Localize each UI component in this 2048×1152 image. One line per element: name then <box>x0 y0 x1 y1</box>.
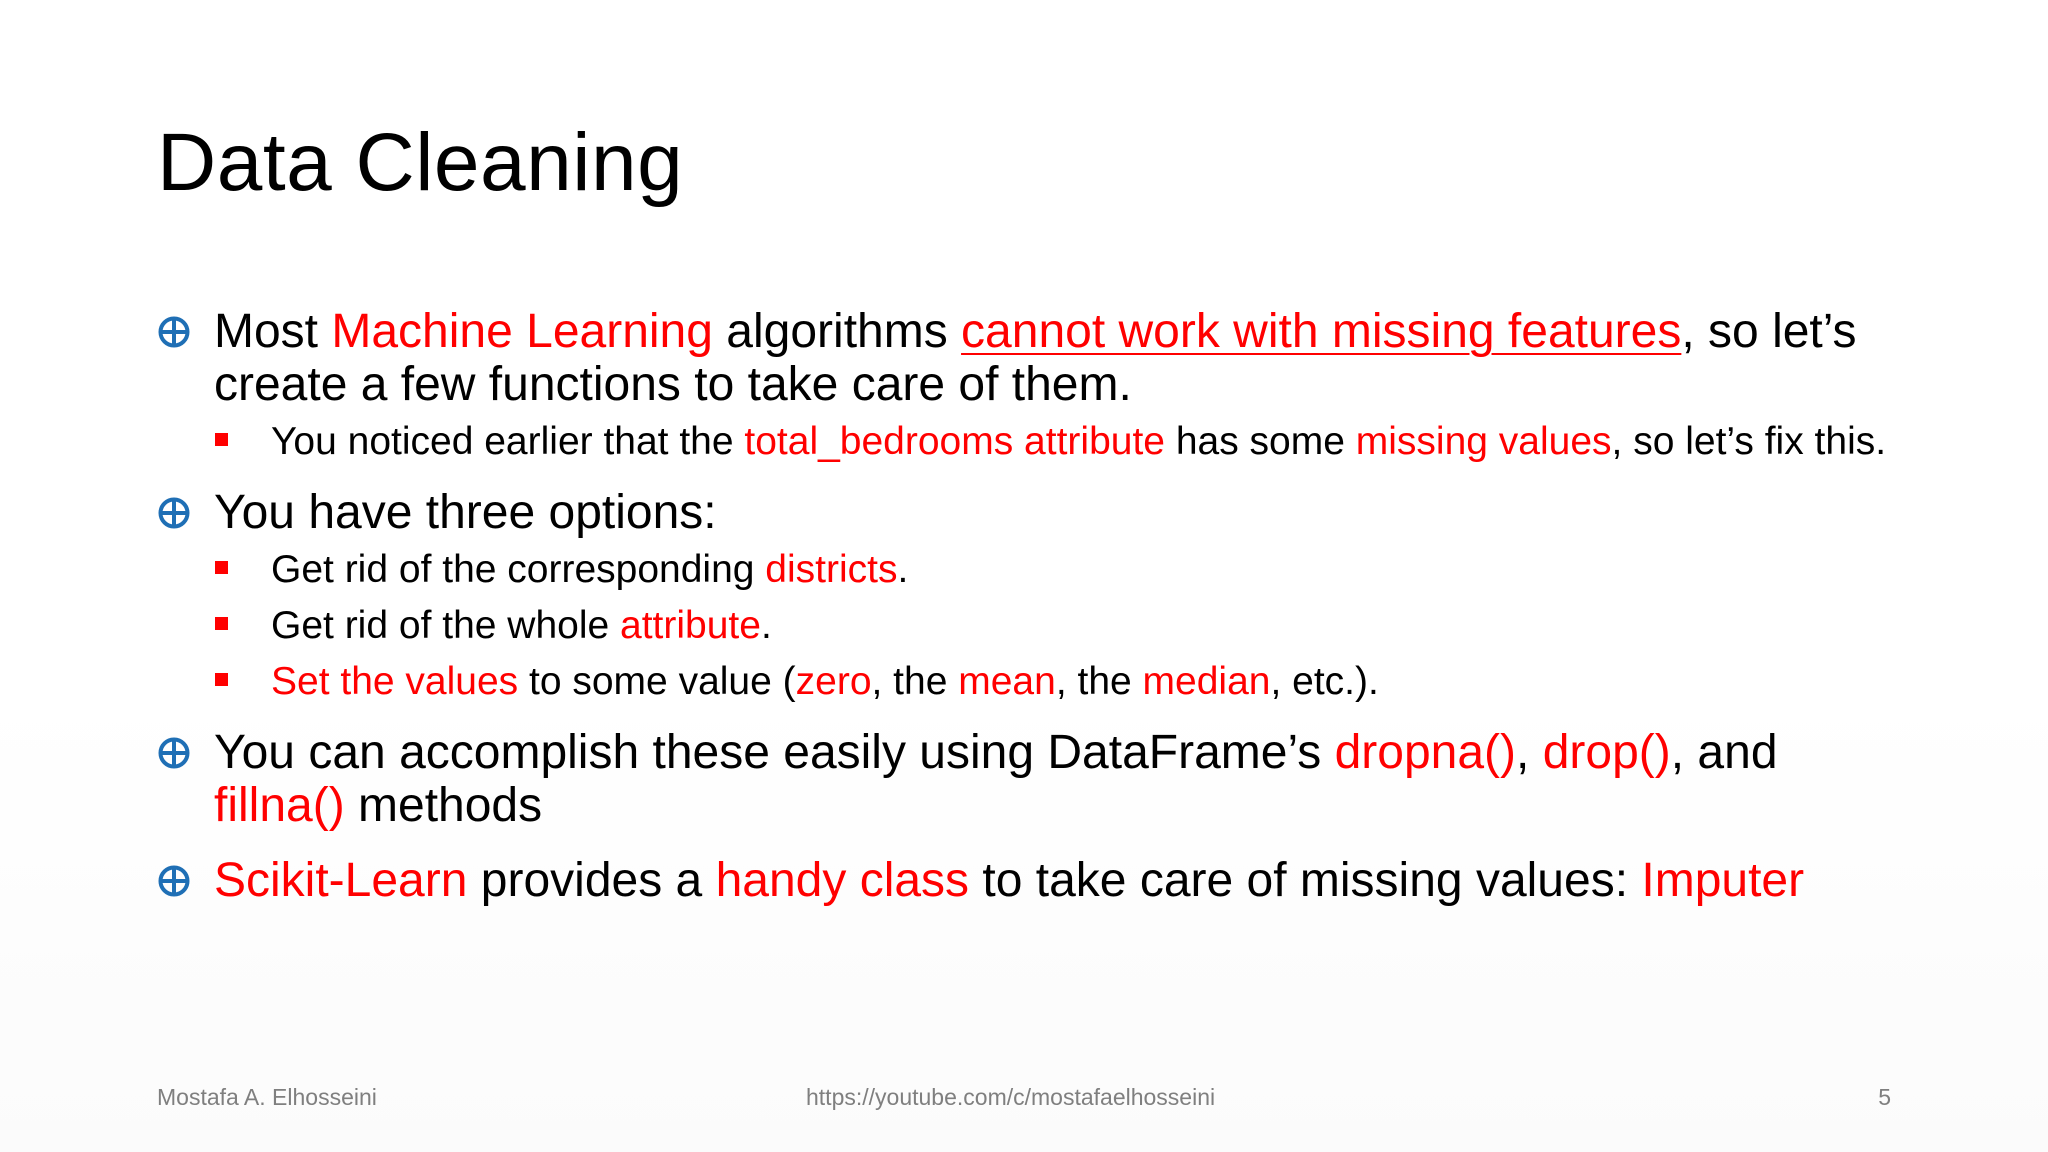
text-run: has some <box>1164 420 1356 463</box>
text-run: , etc.). <box>1270 660 1379 703</box>
bullet-item <box>157 854 1897 907</box>
bullet-text <box>214 854 1804 907</box>
highlighted-text: mean <box>958 660 1056 703</box>
highlighted-text: handy class <box>715 854 970 907</box>
bullet-text <box>214 486 717 539</box>
slide-title: Data Cleaning <box>157 117 684 208</box>
sub-bullet-text <box>271 548 908 591</box>
bullet-text <box>214 726 1778 832</box>
highlighted-text: attribute <box>620 604 761 647</box>
text-run: , the <box>871 660 959 703</box>
circled-plus-icon <box>157 315 191 349</box>
bullet-text <box>214 305 1857 411</box>
bullet-item <box>157 305 1897 464</box>
red-square-icon <box>215 561 228 574</box>
sub-bullet-item <box>214 659 1897 704</box>
sub-bullet-list <box>214 419 1897 464</box>
sub-bullet-list <box>214 547 1897 704</box>
highlighted-text: dropna() <box>1334 726 1517 779</box>
red-square-icon <box>215 617 228 630</box>
text-run: Get rid of the whole <box>271 604 621 647</box>
circled-plus-icon <box>157 736 191 770</box>
text-run: to take care of missing values: <box>969 854 1642 907</box>
highlighted-text: Imputer <box>1641 854 1805 907</box>
highlighted-text: cannot work with missing features <box>961 305 1682 358</box>
red-square-icon <box>215 673 228 686</box>
circled-plus-icon <box>157 864 191 898</box>
footer-url: https://youtube.com/c/mostafaelhosseini <box>806 1084 1216 1110</box>
sub-bullet-text <box>271 604 772 647</box>
text-run: , the <box>1055 660 1143 703</box>
sub-bullet-text <box>271 660 1379 703</box>
text-run: Most <box>214 305 332 358</box>
sub-bullet-text <box>271 420 1886 463</box>
text-run: , and <box>1670 726 1778 779</box>
text-run: algorithms <box>712 305 962 358</box>
text-run: . <box>760 604 772 647</box>
sub-bullet-item <box>214 547 1897 592</box>
highlighted-text: total_bedrooms attribute <box>744 420 1165 463</box>
text-run: methods <box>344 779 543 832</box>
highlighted-text: median <box>1142 660 1271 703</box>
text-run: provides a <box>467 854 716 907</box>
text-run: , so let’s fix this. <box>1611 420 1887 463</box>
text-run: You noticed earlier that the <box>271 420 745 463</box>
circled-plus-icon <box>157 496 191 530</box>
sub-bullet-item <box>214 419 1897 464</box>
highlighted-text: fillna() <box>214 779 345 832</box>
highlighted-text: drop() <box>1542 726 1671 779</box>
text-run: , <box>1516 726 1543 779</box>
text-run: to some value ( <box>518 660 796 703</box>
page-number: 5 <box>1878 1084 1891 1110</box>
slide-body <box>157 305 1897 929</box>
bullet-item <box>157 726 1897 832</box>
highlighted-text: districts <box>765 548 898 591</box>
text-run: Get rid of the corresponding <box>271 548 766 591</box>
text-run: You have three options: <box>214 486 717 539</box>
highlighted-text: Scikit-Learn <box>214 854 468 907</box>
highlighted-text: missing values <box>1355 420 1612 463</box>
text-run: , so let’s create a few functions to take care of them. <box>214 305 1857 411</box>
bullet-item <box>157 486 1897 704</box>
text-run: You can accomplish these easily using DataFrame’s <box>214 726 1335 779</box>
sub-bullet-item <box>214 603 1897 648</box>
footer-author: Mostafa A. Elhosseini <box>157 1084 377 1110</box>
text-run: . <box>897 548 909 591</box>
highlighted-text: zero <box>795 660 872 703</box>
red-square-icon <box>215 433 228 446</box>
highlighted-text: Set the values <box>271 660 519 703</box>
highlighted-text: Machine Learning <box>331 305 713 358</box>
